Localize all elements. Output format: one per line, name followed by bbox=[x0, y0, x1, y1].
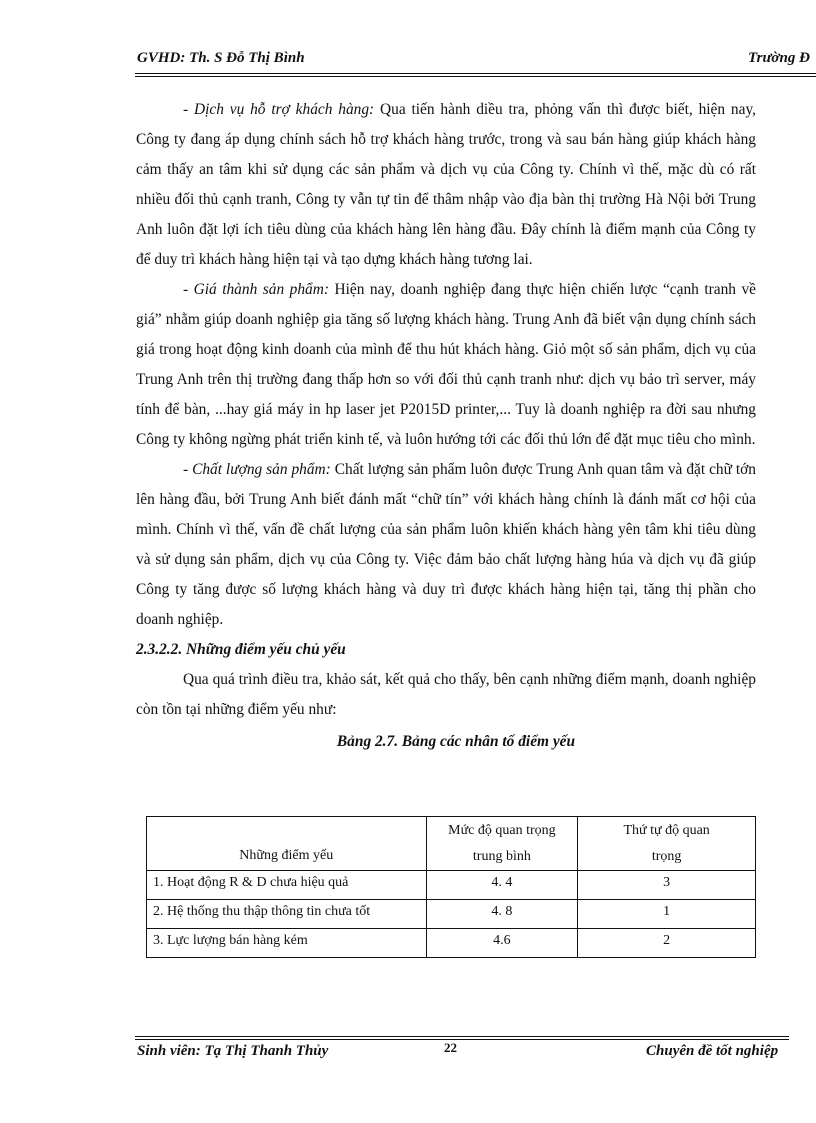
cell-importance: 4. 8 bbox=[426, 900, 578, 929]
header-school: Trường Đ bbox=[748, 50, 810, 66]
paragraph-customer-support bbox=[136, 95, 756, 275]
header-rule bbox=[135, 73, 816, 74]
header-rank bbox=[578, 817, 756, 871]
paragraph-lead: - Chất lượng sản phẩm: bbox=[183, 461, 331, 478]
cell-rank: 2 bbox=[578, 929, 756, 958]
footer-rule-double bbox=[135, 1039, 789, 1040]
paragraph-product-price bbox=[136, 275, 756, 455]
paragraph-weakness-intro: Qua quá trình điều tra, khảo sát, kết quả cho thấy, bên cạnh những điểm mạnh, doanh nghiệp còn tồn tại những điểm yếu như: bbox=[136, 671, 756, 718]
page-number: 22 bbox=[444, 1040, 457, 1055]
table-row bbox=[147, 900, 756, 929]
table-row bbox=[147, 929, 756, 958]
footer-rule bbox=[135, 1036, 789, 1037]
footer-student: Sinh viên: Tạ Thị Thanh Thủy bbox=[137, 1043, 329, 1059]
table-header-row bbox=[147, 817, 756, 871]
header-advisor: GVHD: Th. S Đỗ Thị Bình bbox=[137, 50, 305, 66]
header-importance bbox=[426, 817, 578, 871]
cell-importance: 4.6 bbox=[426, 929, 578, 958]
header-rule-double bbox=[135, 76, 816, 77]
paragraph-lead: - Dịch vụ hỗ trợ khách hàng: bbox=[183, 101, 375, 118]
header-importance-line2: trung bình bbox=[472, 848, 531, 864]
header-weakness: Những điểm yếu bbox=[147, 817, 427, 871]
table-caption: Bảng 2.7. Bảng các nhân tố điểm yếu bbox=[336, 733, 576, 750]
footer-thesis-label: Chuyên đề tốt nghiệp bbox=[646, 1043, 779, 1059]
header-importance-line1: Mức độ quan trọng bbox=[448, 822, 556, 838]
cell-weakness: 1. Hoạt động R & D chưa hiệu quả bbox=[147, 871, 427, 900]
paragraph-text: Chất lượng sản phẩm luôn được Trung Anh quan tâm và đặt chữ tớn lên hàng đầu, bởi Trung Anh biết đánh mất “chữ tín” với khách hàng chính là đánh mất cơ hội của mình. Chính vì thế, vấn đề chất lượng của sản phẩm luôn khiến khách hàng yên tâm khi tiêu dùng và sử dụng sản phẩm, dịch vụ của Công ty. Việc đảm bảo chất lượng hàng húa và dịch vụ đã giúp Công ty tăng được số lượng khách hàng và duy trì được khách hàng hiện tại, tăng thị phần cho doanh nghiệp. bbox=[136, 461, 756, 628]
header-rank-line2: trọng bbox=[651, 848, 682, 864]
header-rank-line1: Thứ tự độ quan bbox=[623, 822, 710, 838]
weakness-table bbox=[146, 816, 756, 958]
document-body bbox=[136, 95, 756, 755]
cell-weakness: 2. Hệ thống thu thập thông tin chưa tốt bbox=[147, 900, 427, 929]
cell-weakness: 3. Lực lượng bán hàng kém bbox=[147, 929, 427, 958]
paragraph-lead: - Giá thành sản phẩm: bbox=[183, 281, 329, 298]
cell-rank: 3 bbox=[578, 871, 756, 900]
cell-rank: 1 bbox=[578, 900, 756, 929]
paragraph-text: Hiện nay, doanh nghiệp đang thực hiện chiến lược “cạnh tranh về giá” nhằm giúp doanh nghiệp gia tăng số lượng khách hàng. Trung Anh đã biết vận dụng chính sách giá trong hoạt động kinh doanh của mình để thu hút khách hàng. Giỏ một số sản phẩm, dịch vụ của Trung Anh trên thị trường đang thấp hơn so với đối thủ cạnh tranh như: dịch vụ bảo trì server, máy tính để bàn, ...hay giá máy in hp laser jet P2015D printer,... Tuy là doanh nghiệp ra đời sau nhưng Công ty không ngừng phát triển kinh tế, và luôn hướng tới các đối thủ lớn để đặt mục tiêu cho mình. bbox=[136, 281, 756, 448]
paragraph-product-quality bbox=[136, 455, 756, 635]
cell-importance: 4. 4 bbox=[426, 871, 578, 900]
section-heading: 2.3.2.2. Những điểm yếu chủ yếu bbox=[136, 641, 346, 658]
table-row bbox=[147, 871, 756, 900]
paragraph-text: Qua tiến hành diều tra, phỏng vấn thì được biết, hiện nay, Công ty đang áp dụng chính sách hỗ trợ khách hàng trước, trong và sau bán hàng giúp khách hàng cảm thấy an tâm khi sử dụng các sản phẩm và dịch vụ của Công ty. Chính vì thế, mặc dù có rất nhiều đối thủ cạnh tranh, Công ty vẫn tự tin để thâm nhập vào địa bàn thị trường Hà Nội bởi Trung Anh luôn đặt lợi ích tiêu dùng của khách hàng lên hàng đầu. Đây chính là điểm mạnh của Công ty để duy trì khách hàng hiện tại và tạo dựng khách hàng tương lai. bbox=[136, 101, 756, 268]
